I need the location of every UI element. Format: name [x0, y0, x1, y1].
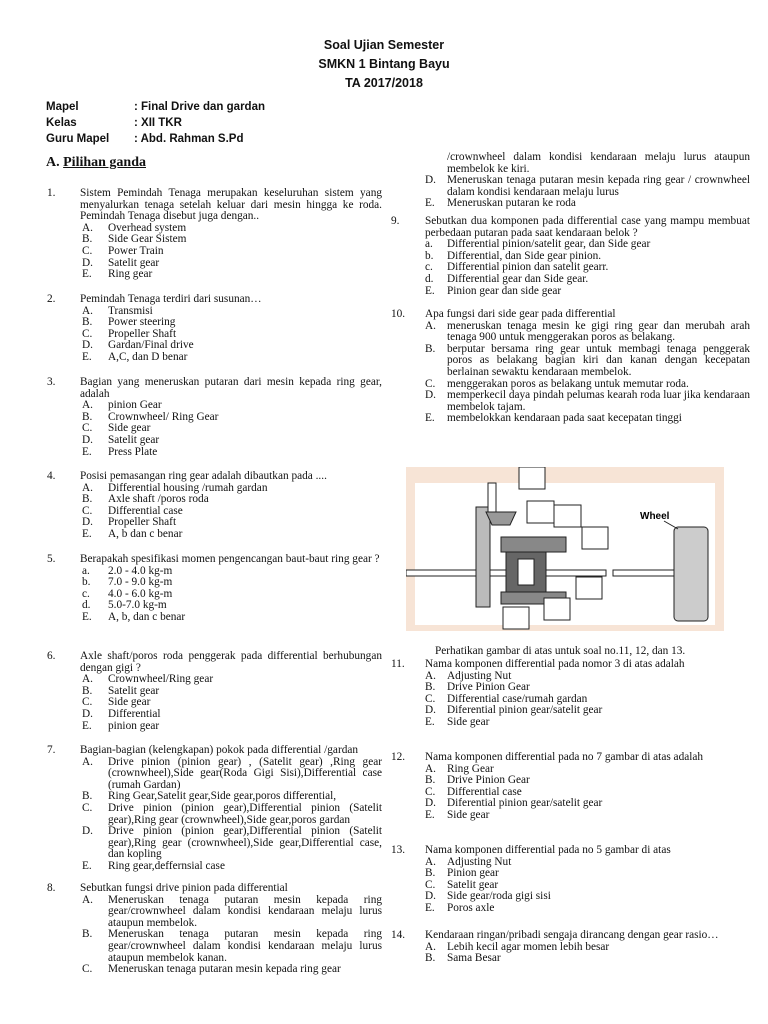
question-11	[391, 659, 750, 729]
option-letter: B.	[425, 774, 436, 787]
option-text: Side gear	[447, 715, 490, 728]
option-text: Axle shaft /poros roda	[108, 493, 209, 506]
question-number: 10.	[391, 308, 406, 320]
question-text: Bagian-bagian (kelengkapan) pokok pada differential /gardan	[80, 744, 359, 756]
option-text: 5.0-7.0 kg-m	[108, 599, 167, 612]
label-box	[554, 505, 581, 527]
option-letter: A.	[82, 755, 93, 768]
option-letter: D.	[82, 825, 93, 838]
answer-option	[425, 286, 750, 298]
question-number: 6.	[47, 650, 56, 662]
question-number: 2.	[47, 293, 56, 305]
meta-kelas	[46, 117, 182, 129]
option-text: Crownwheel/Ring gear	[108, 673, 214, 686]
option-text: Drive pinion (pinion gear),Differential pinion (Satelit gear),Ring gear (crownwheel),Side gear,Differential case, dan kopling	[108, 825, 382, 861]
option-letter: C.	[425, 785, 436, 798]
option-text: Side gear/roda gigi sisi	[447, 890, 551, 903]
answer-option	[425, 413, 750, 425]
answer-option	[425, 717, 750, 729]
question-number: 4.	[47, 470, 56, 482]
label-box	[527, 501, 554, 523]
option-text: memperkecil daya pindah pelumas kearah roda luar jika kendaraan membelok tajam.	[447, 389, 750, 413]
option-letter: D.	[425, 704, 436, 717]
document-title: Soal Ujian Semester	[323, 38, 445, 52]
answer-option	[425, 810, 750, 822]
question-text: Sebutkan fungsi drive pinion pada differential	[80, 882, 288, 894]
option-letter: E.	[425, 284, 435, 297]
option-letter: E.	[425, 412, 435, 425]
option-letter: E.	[82, 859, 92, 872]
option-text: Differential, dan Side gear pinion.	[447, 249, 602, 262]
section-prefix: A.	[46, 155, 60, 170]
question-text: Kendaraan ringan/pribadi sengaja dirancang dengan gear rasio…	[425, 929, 719, 941]
wheel	[674, 527, 708, 621]
option-text: 2.0 - 4.0 kg-m	[108, 564, 173, 577]
option-letter: A.	[425, 319, 436, 332]
question-text: Apa fungsi dari side gear pada differential	[425, 308, 616, 320]
question-text: Sistem Pemindah Tenaga merupakan keseluruhan sistem yang menyalurkan tenaga setelah keluar dari mesin hingga ke roda. Pemindah Tenaga disebut juga dengan..	[80, 187, 382, 223]
option-letter: A.	[82, 673, 93, 686]
question-text: Sebutkan dua komponen pada differential case yang mampu membuat perbedaan putaran pada saat kendaraan belok ?	[425, 215, 750, 239]
option-letter: d.	[425, 272, 434, 285]
answer-option	[425, 198, 750, 210]
answer-option	[425, 390, 750, 413]
meta-key: Kelas	[46, 117, 77, 129]
option-text: Ring Gear,Satelit gear,Side gear,poros differential,	[108, 790, 337, 803]
option-letter: A.	[82, 481, 93, 494]
option-text: Power Train	[108, 244, 164, 257]
option-text: pinion Gear	[108, 399, 162, 412]
answer-option	[425, 152, 750, 175]
option-letter: D.	[82, 516, 93, 529]
question-number: 11.	[391, 658, 405, 670]
option-text: menggerakan poros as belakang untuk memutar roda.	[447, 377, 689, 390]
question-3	[47, 377, 382, 458]
option-text: Pinion gear dan side gear	[447, 284, 562, 297]
question-number: 3.	[47, 376, 56, 388]
option-letter: D.	[82, 339, 93, 352]
meta-key: Mapel	[46, 101, 79, 113]
school-name: SMKN 1 Bintang Bayu	[318, 57, 450, 71]
option-text: Ring Gear	[447, 762, 494, 775]
differential-diagram	[406, 467, 724, 631]
option-text: Power steering	[108, 316, 176, 329]
option-letter: B.	[425, 342, 436, 355]
option-letter: E.	[425, 715, 435, 728]
option-letter: d.	[82, 599, 91, 612]
option-letter: C.	[82, 422, 93, 435]
option-text: Meneruskan tenaga putaran mesin kepada ring gear/crownwheel dalam kondisi kendaraan melaju lurus ataupun membelok kanan.	[108, 928, 382, 964]
option-letter: E.	[82, 719, 92, 732]
option-letter: E.	[425, 901, 435, 914]
option-letter	[425, 152, 447, 175]
answer-option	[425, 175, 750, 198]
option-letter: B.	[82, 928, 93, 941]
option-letter: D.	[82, 707, 93, 720]
option-text: Adjusting Nut	[447, 855, 512, 868]
option-text: Diferential pinion gear/satelit gear	[447, 704, 603, 717]
option-letter: E.	[82, 350, 92, 363]
option-text: Transmisi	[108, 304, 153, 317]
option-letter: a.	[82, 564, 90, 577]
option-letter: C.	[82, 244, 93, 257]
option-text: Ring gear,deffernsial case	[108, 859, 225, 872]
question-14	[391, 930, 750, 965]
answer-option	[82, 529, 382, 541]
meta-value: : Final Drive dan gardan	[134, 101, 265, 113]
question-12	[391, 752, 750, 822]
option-letter: B.	[82, 790, 93, 803]
answer-option	[82, 246, 382, 258]
option-letter: E.	[425, 197, 435, 210]
option-text: /crownwheel dalam kondisi kendaraan melaju lurus ataupun membelok ke kiri.	[447, 151, 750, 175]
answer-option	[82, 803, 382, 826]
option-letter: A.	[82, 304, 93, 317]
option-letter: D.	[82, 256, 93, 269]
option-letter: E.	[82, 445, 92, 458]
question-number: 14.	[391, 929, 406, 941]
option-text: Ring gear	[108, 268, 153, 281]
answer-option	[82, 447, 382, 459]
option-letter: D.	[425, 174, 436, 187]
option-letter: A.	[82, 399, 93, 412]
meta-key: Guru Mapel	[46, 133, 110, 145]
option-letter: C.	[425, 692, 436, 705]
question-1	[47, 188, 382, 281]
option-text: membelokkan kendaraan pada saat kecepatan tinggi	[447, 412, 682, 425]
option-letter: c.	[425, 261, 433, 274]
option-text: Meneruskan putaran ke roda	[447, 197, 576, 210]
answer-option	[425, 953, 750, 965]
option-text: Diferential pinion gear/satelit gear	[447, 797, 603, 810]
option-letter: B.	[82, 410, 93, 423]
question-text: Axle shaft/poros roda penggerak pada differential berhubungan dengan gigi ?	[80, 650, 382, 674]
option-letter: B.	[82, 684, 93, 697]
option-text: berputar bersama ring gear untuk membagi tenaga penggerak poros as belakang bagian kiri dan kanan dengan kecepatan berlainan sewaktu kendaraan membelok.	[447, 342, 750, 378]
option-text: Satelit gear	[447, 878, 499, 891]
option-text: Sama Besar	[447, 952, 501, 965]
option-letter: C.	[82, 801, 93, 814]
option-text: 4.0 - 6.0 kg-m	[108, 587, 173, 600]
wheel-label: Wheel	[640, 511, 670, 522]
option-text: Differential housing /rumah gardan	[108, 481, 268, 494]
option-text: Lebih kecil agar momen lebih besar	[447, 940, 610, 953]
option-text: Side gear	[447, 808, 490, 821]
option-letter: b.	[82, 576, 91, 589]
option-letter: B.	[425, 952, 436, 965]
question-5	[47, 554, 382, 624]
option-text: Crownwheel/ Ring Gear	[108, 410, 219, 423]
meta-value: : Abd. Rahman S.Pd	[134, 133, 244, 145]
question-text: Bagian yang meneruskan putaran dari mesin kepada ring gear, adalah	[80, 376, 382, 400]
question-number: 13.	[391, 844, 406, 856]
meta-mapel	[46, 101, 265, 113]
question-text: Nama komponen differential pada no 7 gambar di atas adalah	[425, 751, 704, 763]
option-letter: D.	[82, 433, 93, 446]
option-text: Drive Pinion Gear	[447, 681, 530, 694]
question-text: Nama komponen differential pada no 5 gambar di atas	[425, 844, 671, 856]
question-text: Posisi pemasangan ring gear adalah dibautkan pada ....	[80, 470, 327, 482]
option-text: Meneruskan tenaga putaran mesin kepada ring gear / crownwheel dalam kondisi kendaraan melaju lurus	[447, 174, 750, 198]
label-box	[576, 577, 602, 599]
option-text: Satelit gear	[108, 256, 160, 269]
option-letter: a.	[425, 238, 433, 251]
section-title: Pilihan ganda	[63, 155, 146, 170]
option-text: Differential	[108, 707, 161, 720]
option-text: Drive Pinion Gear	[447, 774, 530, 787]
option-text: Differential case/rumah gardan	[447, 692, 588, 705]
option-text: Meneruskan tenaga putaran mesin kepada ring gear/crownwheel dalam kondisi kendaraan melaju lurus ataupun membelok.	[108, 893, 382, 929]
question-number: 9.	[391, 215, 400, 227]
answer-option	[82, 964, 382, 976]
meta-value: : XII TKR	[134, 117, 182, 129]
answer-option	[82, 895, 382, 930]
option-text: Pinion gear	[447, 867, 499, 880]
option-letter: D.	[425, 797, 436, 810]
option-text: Side gear	[108, 422, 151, 435]
question-number: 8.	[47, 882, 56, 894]
label-box	[519, 467, 545, 489]
option-letter: B.	[425, 681, 436, 694]
option-letter: A.	[425, 762, 436, 775]
answer-option	[82, 757, 382, 792]
option-text: Differential gear dan Side gear.	[447, 272, 589, 285]
option-text: Poros axle	[447, 901, 495, 914]
option-text: Differential pinion/satelit gear, dan Side gear	[447, 238, 651, 251]
question-text: Berapakah spesifikasi momen pengencangan baut-baut ring gear ?	[80, 553, 380, 565]
option-text: Differential case	[108, 504, 183, 517]
figure-caption: Perhatikan gambar di atas untuk soal no.11, 12, dan 13.	[435, 645, 686, 657]
option-text: Differential case	[447, 785, 522, 798]
option-text: Drive pinion (pinion gear),Differential pinion (Satelit gear),Ring gear (crownwheel),Side gear,poros gardan	[108, 801, 382, 826]
option-letter: A.	[82, 221, 93, 234]
section-heading	[46, 155, 146, 171]
school-year: TA 2017/2018	[345, 76, 423, 90]
answer-option	[82, 861, 382, 873]
question-4	[47, 471, 382, 541]
drive-pinion-shaft	[488, 483, 496, 513]
option-text: Side Gear Sistem	[108, 233, 187, 246]
option-letter: B.	[425, 867, 436, 880]
answer-option	[425, 903, 750, 915]
option-text: Adjusting Nut	[447, 669, 512, 682]
question-6	[47, 651, 382, 732]
option-letter: E.	[425, 808, 435, 821]
option-text: pinion gear	[108, 719, 160, 732]
question-9	[391, 216, 750, 297]
option-letter: C.	[425, 878, 436, 891]
label-box	[582, 527, 608, 549]
answer-option	[82, 435, 382, 447]
option-text: Gardan/Final drive	[108, 339, 194, 352]
option-text: Satelit gear	[108, 684, 160, 697]
option-letter: D.	[425, 890, 436, 903]
option-text: A, b, dan c benar	[108, 610, 186, 623]
option-text: Overhead system	[108, 221, 187, 234]
option-letter: A.	[425, 855, 436, 868]
option-text: A,C, dan D benar	[108, 350, 188, 363]
answer-option	[82, 352, 382, 364]
answer-option	[82, 612, 382, 624]
question-13	[391, 845, 750, 915]
option-letter: c.	[82, 587, 90, 600]
option-text: Propeller Shaft	[108, 327, 177, 340]
option-letter: E.	[82, 610, 92, 623]
option-text: Press Plate	[108, 445, 158, 458]
answer-option	[425, 321, 750, 344]
question-text: Pemindah Tenaga terdiri dari susunan…	[80, 293, 262, 305]
option-letter: E.	[82, 268, 92, 281]
question-number: 7.	[47, 744, 56, 756]
option-letter: B.	[82, 493, 93, 506]
answer-option	[82, 721, 382, 733]
option-text: meneruskan tenaga mesin ke gigi ring gear dan merubah arah tenaga 900 untuk menggerakan poros as belakang.	[447, 319, 750, 344]
option-text: A, b dan c benar	[108, 527, 183, 540]
option-letter: D.	[425, 389, 436, 402]
option-letter: C.	[82, 504, 93, 517]
ring-gear	[476, 507, 490, 607]
label-box	[503, 607, 529, 629]
question-number: 5.	[47, 553, 56, 565]
option-letter: C.	[425, 377, 436, 390]
question-7	[47, 745, 382, 873]
question-2	[47, 294, 382, 364]
option-letter: A.	[425, 669, 436, 682]
option-text: Drive pinion (pinion gear) , (Satelit gear) ,Ring gear (crownwheel),Side gear(Roda Gigi Sisi),Differential case (rumah Gardan)	[108, 755, 382, 791]
option-letter: C.	[82, 963, 93, 976]
option-letter: B.	[82, 233, 93, 246]
option-text: Satelit gear	[108, 433, 160, 446]
option-letter: b.	[425, 249, 434, 262]
label-box	[544, 598, 570, 620]
option-text: Differential pinion dan satelit gearr.	[447, 261, 609, 274]
axle-shaft-right	[613, 570, 675, 576]
option-text: Side gear	[108, 696, 151, 709]
option-letter: B.	[82, 316, 93, 329]
question-number: 1.	[47, 187, 56, 199]
option-letter: A.	[82, 893, 93, 906]
question-text: Nama komponen differential pada nomor 3 di atas adalah	[425, 658, 685, 670]
question-number: 12.	[391, 751, 406, 763]
answer-option	[82, 709, 382, 721]
option-letter: E.	[82, 527, 92, 540]
option-text: 7.0 - 9.0 kg-m	[108, 576, 173, 589]
answer-option	[82, 929, 382, 964]
answer-option	[425, 344, 750, 379]
question-8	[47, 883, 382, 976]
option-letter: A.	[425, 940, 436, 953]
answer-option	[425, 274, 750, 286]
option-letter: C.	[82, 327, 93, 340]
option-text: Propeller Shaft	[108, 516, 177, 529]
option-letter: C.	[82, 696, 93, 709]
option-text: Meneruskan tenaga putaran mesin kepada ring gear	[108, 963, 341, 976]
meta-guru	[46, 133, 243, 145]
question-10	[391, 309, 750, 425]
answer-option	[82, 826, 382, 861]
answer-option	[82, 269, 382, 281]
question-8-cont	[391, 152, 750, 210]
